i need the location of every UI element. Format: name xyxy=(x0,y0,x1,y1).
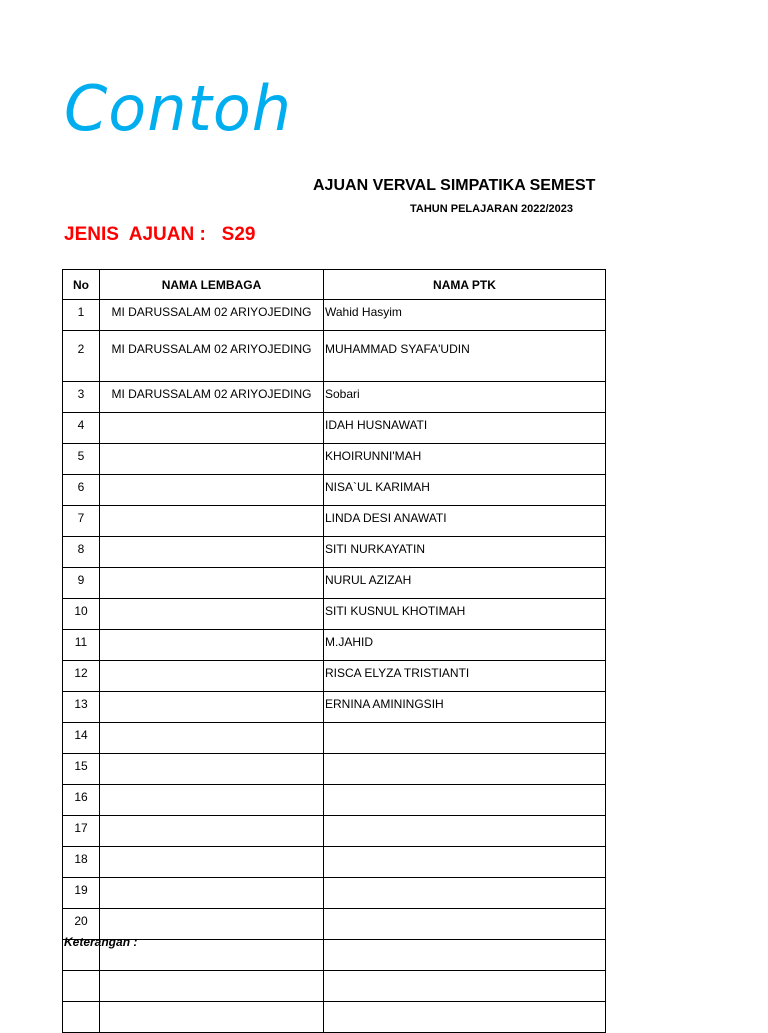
table-row xyxy=(63,568,606,599)
row-number: 11 xyxy=(63,630,100,661)
table-row xyxy=(63,537,606,568)
header-nama-lembaga: NAMA LEMBAGA xyxy=(100,270,324,300)
nama-lembaga-cell xyxy=(100,413,324,444)
nama-lembaga-cell: MI DARUSSALAM 02 ARIYOJEDING xyxy=(100,300,324,331)
row-number xyxy=(63,971,100,1002)
row-number: 2 xyxy=(63,331,100,382)
nama-ptk-cell: NISA`UL KARIMAH xyxy=(324,475,606,506)
row-number: 19 xyxy=(63,878,100,909)
table-row xyxy=(63,878,606,909)
jenis-ajuan-label: JENIS AJUAN : S29 xyxy=(64,224,256,245)
table-row xyxy=(63,300,606,331)
row-number: 1 xyxy=(63,300,100,331)
table-header-row xyxy=(63,270,606,300)
nama-ptk-cell: SITI KUSNUL KHOTIMAH xyxy=(324,599,606,630)
contoh-watermark: Contoh xyxy=(64,72,293,145)
nama-lembaga-cell xyxy=(100,971,324,1002)
row-number: 6 xyxy=(63,475,100,506)
table-row xyxy=(63,816,606,847)
row-number: 20 xyxy=(63,909,100,940)
nama-lembaga-cell xyxy=(100,537,324,568)
nama-ptk-cell xyxy=(324,878,606,909)
table-row xyxy=(63,785,606,816)
document-subtitle: TAHUN PELAJARAN 2022/2023 xyxy=(410,203,574,215)
table-row xyxy=(63,692,606,723)
row-number: 18 xyxy=(63,847,100,878)
row-number: 14 xyxy=(63,723,100,754)
row-number: 9 xyxy=(63,568,100,599)
table-body xyxy=(63,300,606,1033)
table-row xyxy=(63,413,606,444)
nama-ptk-cell: MUHAMMAD SYAFA'UDIN xyxy=(324,331,606,382)
table-row xyxy=(63,909,606,940)
nama-ptk-cell: KHOIRUNNI'MAH xyxy=(324,444,606,475)
row-number: 12 xyxy=(63,661,100,692)
row-number: 10 xyxy=(63,599,100,630)
nama-ptk-cell: Wahid Hasyim xyxy=(324,300,606,331)
row-number: 5 xyxy=(63,444,100,475)
nama-ptk-cell: RISCA ELYZA TRISTIANTI xyxy=(324,661,606,692)
keterangan-label: Keterangan : xyxy=(64,935,138,949)
nama-lembaga-cell xyxy=(100,506,324,537)
table-row xyxy=(63,971,606,1002)
nama-ptk-cell: IDAH HUSNAWATI xyxy=(324,413,606,444)
table-row xyxy=(63,475,606,506)
nama-lembaga-cell xyxy=(100,599,324,630)
row-number: 15 xyxy=(63,754,100,785)
nama-ptk-cell xyxy=(324,909,606,940)
nama-ptk-cell xyxy=(324,785,606,816)
table-row xyxy=(63,754,606,785)
header-no: No xyxy=(63,270,100,300)
nama-ptk-cell xyxy=(324,816,606,847)
nama-ptk-cell: Sobari xyxy=(324,382,606,413)
nama-ptk-cell: ERNINA AMININGSIH xyxy=(324,692,606,723)
row-number xyxy=(63,1002,100,1033)
table-row xyxy=(63,599,606,630)
header-nama-ptk: NAMA PTK xyxy=(324,270,606,300)
nama-lembaga-cell xyxy=(100,847,324,878)
nama-ptk-cell xyxy=(324,723,606,754)
table-row xyxy=(63,444,606,475)
nama-ptk-cell: NURUL AZIZAH xyxy=(324,568,606,599)
table-row xyxy=(63,382,606,413)
nama-lembaga-cell xyxy=(100,444,324,475)
nama-ptk-cell xyxy=(324,971,606,1002)
nama-lembaga-cell xyxy=(100,878,324,909)
nama-ptk-cell xyxy=(324,847,606,878)
row-number: 7 xyxy=(63,506,100,537)
row-number: 8 xyxy=(63,537,100,568)
document-title: AJUAN VERVAL SIMPATIKA SEMEST xyxy=(313,177,596,194)
table-row xyxy=(63,940,606,971)
table-row xyxy=(63,331,606,382)
nama-lembaga-cell xyxy=(100,754,324,785)
nama-ptk-cell xyxy=(324,754,606,785)
nama-ptk-cell: M.JAHID xyxy=(324,630,606,661)
table-row xyxy=(63,847,606,878)
nama-ptk-cell xyxy=(324,1002,606,1033)
nama-lembaga-cell xyxy=(100,568,324,599)
nama-lembaga-cell xyxy=(100,661,324,692)
table-row xyxy=(63,723,606,754)
nama-lembaga-cell: MI DARUSSALAM 02 ARIYOJEDING xyxy=(100,331,324,382)
row-number: 4 xyxy=(63,413,100,444)
nama-lembaga-cell xyxy=(100,630,324,661)
row-number: 16 xyxy=(63,785,100,816)
nama-lembaga-cell xyxy=(100,816,324,847)
table-row xyxy=(63,661,606,692)
nama-lembaga-cell xyxy=(100,723,324,754)
row-number: 3 xyxy=(63,382,100,413)
nama-lembaga-cell xyxy=(100,692,324,723)
nama-lembaga-cell xyxy=(100,785,324,816)
ptk-table xyxy=(62,269,606,1033)
table-row xyxy=(63,630,606,661)
nama-ptk-cell: SITI NURKAYATIN xyxy=(324,537,606,568)
nama-ptk-cell xyxy=(324,940,606,971)
nama-lembaga-cell: MI DARUSSALAM 02 ARIYOJEDING xyxy=(100,382,324,413)
row-number: 13 xyxy=(63,692,100,723)
table-row xyxy=(63,1002,606,1033)
table-row xyxy=(63,506,606,537)
nama-ptk-cell: LINDA DESI ANAWATI xyxy=(324,506,606,537)
nama-lembaga-cell xyxy=(100,475,324,506)
nama-lembaga-cell xyxy=(100,1002,324,1033)
row-number: 17 xyxy=(63,816,100,847)
